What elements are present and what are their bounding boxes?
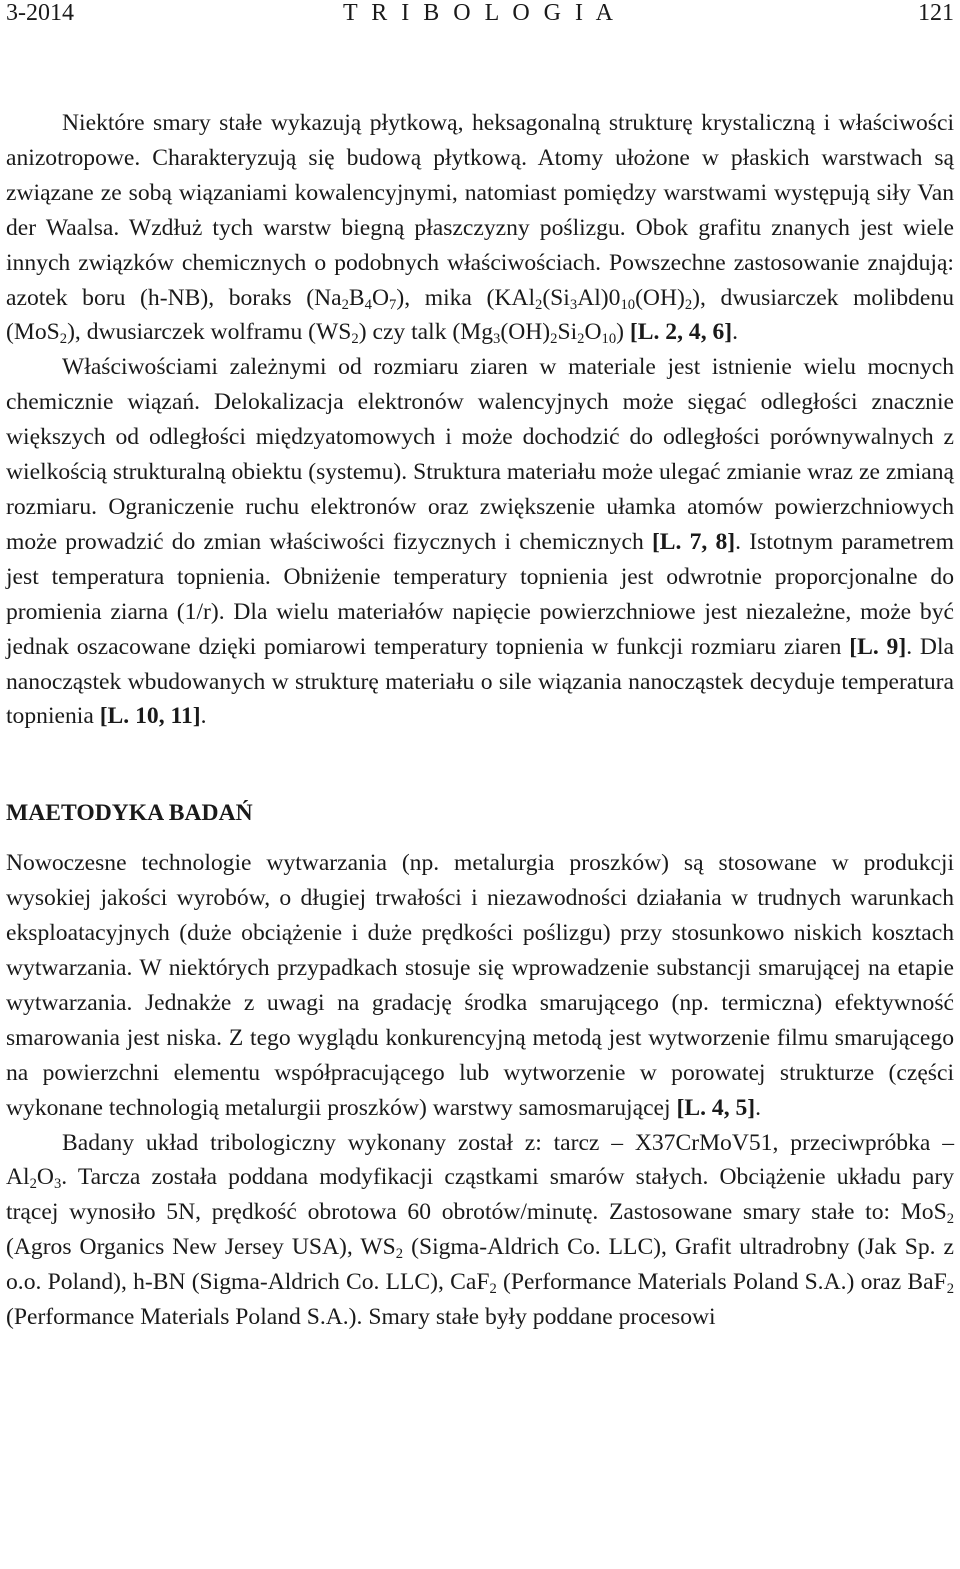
citation: [L. 7, 8] [651,528,736,555]
citation: [L. 10, 11] [99,703,201,730]
citation: [L. 2, 4, 6] [629,319,733,346]
subscript: 2 [29,1176,37,1193]
text: ) czy talk (Mg [358,319,494,346]
text: ), dwusiarczek wolframu (WS [67,319,352,346]
paragraph-grain-size [6,350,954,734]
subscript: 3 [53,1176,62,1193]
text: . [732,319,739,346]
text: Al)0 [577,284,621,311]
text: ) [616,319,630,346]
section-heading: MAETODYKA BADAŃ [6,800,253,827]
subscript: 2 [550,331,558,348]
text: . Istotnym parametrem jest temperatura topnienia. Obniżenie temperatury topnienia jest odwrotnie proporcjonalne do promienia ziarna (1/r). Dla wielu materiałów napięcie powierzchniowe jest niezależne, może być jednak oszacowane dzięki pomiarowi temperatury topnienia w funkcji rozmiaru ziaren [6,528,954,660]
text: (Performance Materials Poland S.A.). Smary stałe były poddane procesowi [6,1304,716,1331]
text: (Si [542,284,570,311]
subscript: 4 [364,296,372,313]
journal-title: T R I B O L O G I A [343,0,617,26]
subscript: 7 [389,296,397,313]
text: . [200,703,207,730]
subscript: 2 [351,331,359,348]
subscript: 2 [395,1246,404,1263]
text: . Dla nanocząstek wbudowanych w strukturę materiału o sile wiązania nanocząstek decyduje temperatura topnienia [6,633,954,730]
subscript: 2 [59,331,68,348]
text: Si [557,319,578,346]
subscript: 2 [946,1211,954,1228]
subscript: 2 [577,331,585,348]
text: O [371,284,390,311]
text: (Sigma-Aldrich Co. LLC), Grafit ultradrobny (Jak Sp. z o.o. Poland), h-BN (Sigma-Aldrich Co. LLC), CaF [6,1234,954,1296]
text: O [36,1164,54,1191]
citation: [L. 4, 5] [676,1094,756,1121]
text: ), dwusiarczek molibdenu (MoS [6,284,954,346]
text: (Agros Organics New Jersey USA), WS [6,1234,396,1261]
paragraph-technologies [6,846,954,1125]
text: Badany układ tribologiczny wykonany został z: tarcz – X37CrMoV51, przeciwpróbka – Al [6,1129,954,1191]
text: ), mika (KAl [396,284,536,311]
subscript: 2 [684,296,693,313]
subscript: 2 [341,296,349,313]
page-number: 121 [918,0,954,26]
subscript: 3 [569,296,578,313]
text: (Performance Materials Poland S.A.) oraz BaF [496,1269,947,1296]
paragraph-solid-lubricants [6,106,954,350]
subscript: 3 [493,331,501,348]
subscript: 2 [535,296,543,313]
text: Niektóre smary stałe wykazują płytkową, heksagonalną strukturę krystaliczną i właściwości anizotropowe. Charakteryzują się budową płytkową. Atomy ułożone w płaskich warstwach są związane ze sobą wiązaniami kowalencyjnymi, natomiast pomiędzy warstwami występują siły Van der Waalsa. Wzdłuż tych warstw biegną płaszczyzny poślizgu. Obok grafitu znanych jest wiele innych związków chemicznych o podobnych właściwościach. Powszechne zastosowanie znajdują: azotek boru (h-NB), boraks (Na [6,110,954,311]
text: . [755,1094,762,1121]
text: Właściwościami zależnymi od rozmiaru ziaren w materiale jest istnienie wielu mocnych chemicznie wiązań. Delokalizacja elektronów walencyjnych może sięgać odległości znacznie większych od odległości międzyatomowych i może dochodzić do odległości porównywalnych z wielkością strukturalną obiektu (systemu). Struktura materiału może ulegać zmianie wraz ze zmianą rozmiaru. Ograniczenie ruchu elektronów oraz zwiększenie ułamka atomów powierzchniowych może prowadzić do zmian właściwości fizycznych i chemicznych [6,354,954,555]
running-header [6,0,954,26]
subscript: 10 [620,296,636,313]
text: (OH) [635,284,685,311]
subscript: 2 [946,1281,955,1298]
subscript: 10 [601,331,617,348]
issue-number: 3-2014 [6,0,74,26]
text: B [348,284,365,311]
citation: [L. 9] [849,633,907,660]
text: (OH) [500,319,551,346]
text: . Tarcza została poddana modyfikacji cząstkami smarów stałych. Obciążenie układu pary trącej wynosiło 5N, prędkość obrotowa 60 obrotów/minutę. Zastosowane smary stałe to: MoS [6,1164,954,1226]
text: O [584,319,602,346]
text: Nowoczesne technologie wytwarzania (np. metalurgia proszków) są stosowane w produkcji wysokiej jakości wyrobów, o długiej trwałości i niezawodności działania w trudnych warunkach eksploatacyjnych (duże obciążenie i duże prędkości poślizgu) przy stosunkowo niskich kosztach wytwarzania. W niektórych przypadkach stosuje się wprowadzenie substancji smarującej na etapie wytwarzania. Jednakże z uwagi na gradację środka smarującego (np. termiczna) efektywność smarowania jest niska. Z tego wyglądu konkurencyjną metodą jest wytworzenie filmu smarującego na powierzchni elementu współpracującego lub wytworzenie w porowatej strukturze (części wykonane technologią metalurgii proszków) warstwy samosmarującej [6,850,954,1121]
paragraph-tribological-system [6,1126,954,1335]
subscript: 2 [489,1281,497,1298]
article-body [6,106,954,1335]
